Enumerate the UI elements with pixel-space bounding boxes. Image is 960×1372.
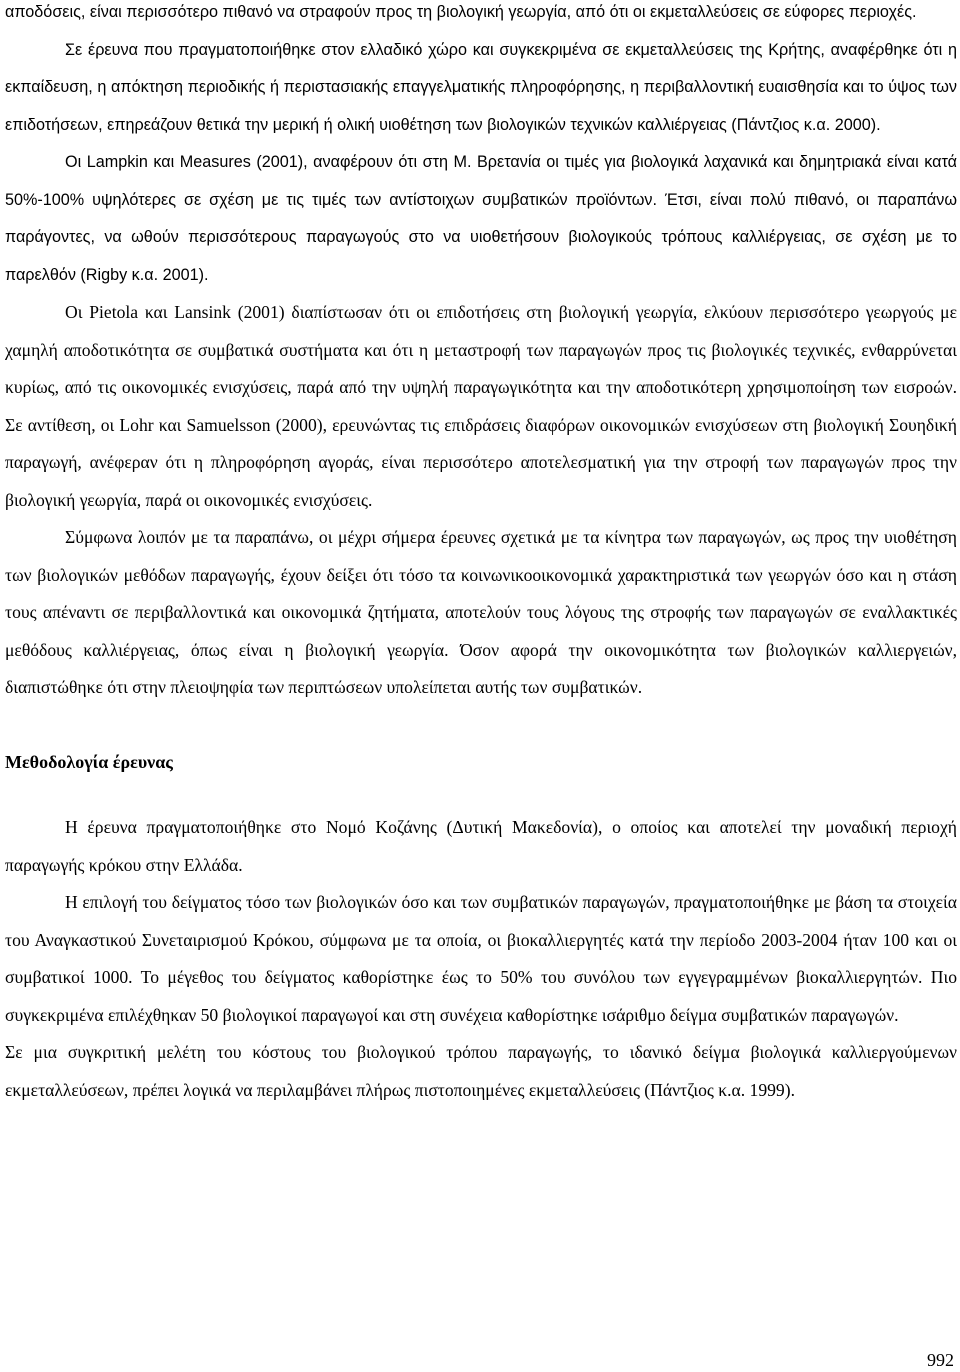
paragraph-3: Οι Lampkin και Measures (2001), αναφέρουν ότι στη Μ. Βρετανία οι τιμές για βιολογικά λαχανικά και δημητριακά είναι κατά 50%-100% υψηλότερες σε σχέση με τις τιμές των αντίστοιχων συμβατικών προϊόντων. Έτσι, είναι πολύ πιθανό, οι παραπάνω παράγοντες, να ωθούν περισσότερους παραγωγούς στο να υιοθετήσουν βιολογικούς τρόπους καλλιέργειας, σε σχέση με το παρελθόν (Rigby κ.α. 2001). (5, 153, 957, 284)
paragraph-2: Σε έρευνα που πραγματοποιήθηκε στον ελλαδικό χώρο και συγκεκριμένα σε εκμεταλλεύσεις της Κρήτης, αναφέρθηκε ότι η εκπαίδευση, η απόκτηση περιοδικής ή περιστασιακής επαγγελματικής πληροφόρησης, η περιβαλλοντική ευαισθησία και το ύψος των επιδοτήσεων, επηρεάζουν θετικά την μερική ή ολική υιοθέτηση των βιολογικών τεχνικών καλλιέργειας (Πάντζιος κ.α. 2000). (5, 40, 957, 134)
section-heading: Μεθοδολογία έρευνας (5, 751, 173, 772)
document-page (5, 0, 957, 1109)
paragraph-5: Σύμφωνα λοιπόν με τα παραπάνω, οι μέχρι σήμερα έρευνες σχετικά με τα κίνητρα των παραγωγών, ως προς την υιοθέτηση των βιολογικών μεθόδων παραγωγής, έχουν δείξει ότι τόσο τα κοινωνικοοικονομικά χαρακτηριστικά των γεωργών όσο και η στάση τους απέναντι σε περιβαλλοντικά και οικονομικά ζητήματα, αποτελούν τους λόγους της στροφής των παραγωγών σε εναλλακτικές μεθόδους καλλιέργειας, όπως είναι η βιολογική γεωργία. Όσον αφορά την οικονομικότητα των βιολογικών καλλιεργειών, διαπιστώθηκε ότι στην πλειοψηφία των περιπτώσεων υπολείπεται αυτής των συμβατικών. (5, 527, 957, 697)
paragraph-4: Οι Pietola και Lansink (2001) διαπίστωσαν ότι οι επιδοτήσεις στη βιολογική γεωργία, ελκύουν περισσότερο γεωργούς με χαμηλή αποδοτικότητα σε συμβατικά συστήματα και ότι η μεταστροφή των παραγωγών προς τις βιολογικές τεχνικές, ενθαρρύνεται κυρίως, από τις οικονομικές ενισχύσεις, παρά από την υψηλή παραγωγικότητα και την αποδοτικότερη χρησιμοποίηση των εισροών. Σε αντίθεση, οι Lohr και Samuelsson (2000), ερευνώντας τις επιδράσεις διαφόρων οικονομικών ενισχύσεων στη βιολογική Σουηδική παραγωγή, ανέφεραν ότι η πληροφόρηση αγοράς, είναι περισσότερο αποτελεσματική για την στροφή των παραγωγών προς την βιολογική γεωργία, παρά οι οικονομικές ενισχύσεις. (5, 302, 957, 510)
page-number: 992 (927, 1350, 954, 1370)
paragraph-1: αποδόσεις, είναι περισσότερο πιθανό να στραφούν προς τη βιολογική γεωργία, από ότι οι εκμεταλλεύσεις σε εύφορες περιοχές. (5, 3, 917, 21)
methodology-paragraph-2: Η επιλογή του δείγματος τόσο των βιολογικών όσο και των συμβατικών παραγωγών, πραγματοποιήθηκε με βάση τα στοιχεία του Αναγκαστικού Συνεταιρισμού Κρόκου, σύμφωνα με τα οποία, οι βιοκαλλιεργητές κατά την περίοδο 2003-2004 ήταν 100 και οι συμβατικοί 1000. Το μέγεθος του δείγματος καθορίστηκε έως το 50% του συνόλου των εγγεγραμμένων βιοκαλλιεργητών. Πιο συγκεκριμένα επιλέχθηκαν 50 βιολογικοί παραγωγοί και στη συνέχεια καθορίστηκε ισάριθμο δείγμα συμβατικών παραγωγών. (5, 892, 957, 1025)
methodology-paragraph-3: Σε μια συγκριτική μελέτη του κόστους του βιολογικού τρόπου παραγωγής, το ιδανικό δείγμα βιολογικά καλλιεργούμενων εκμεταλλεύσεων, πρέπει λογικά να περιλαμβάνει πλήρως πιστοποιημένες εκμεταλλεύσεις (Πάντζιος κ.α. 1999). (5, 1042, 957, 1100)
methodology-paragraph-1: Η έρευνα πραγματοποιήθηκε στο Νομό Κοζάνης (Δυτική Μακεδονία), ο οποίος και αποτελεί την μοναδική περιοχή παραγωγής κρόκου στην Ελλάδα. (5, 817, 957, 875)
